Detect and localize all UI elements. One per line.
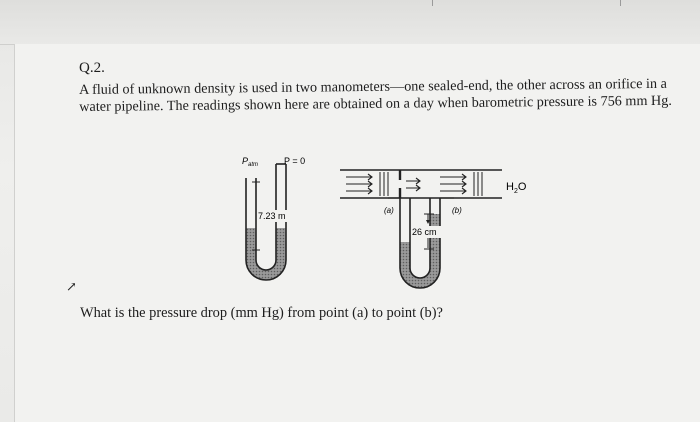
question-number: Q.2.: [79, 60, 105, 76]
right-manometer: [388, 198, 454, 288]
right-height-label: 26 cm: [412, 227, 437, 237]
question-prompt: What is the pressure drop (mm Hg) from point (a) to point (b)?: [80, 305, 443, 321]
top-tick: [432, 0, 433, 6]
left-height-label: 7.23 m: [258, 211, 286, 221]
point-a-label: (a): [384, 206, 394, 215]
water-label: $H_2O$: [506, 181, 527, 195]
point-b-label: (b): [452, 206, 462, 215]
manometer-figure: [240, 150, 560, 295]
top-tick: [620, 0, 621, 6]
p-atm-label: $P_{atm}$: [242, 156, 259, 168]
pipeline: [340, 170, 502, 198]
pointer-cursor-icon: ↗: [66, 279, 77, 294]
question-text: A fluid of unknown density is used in two manometers—one sealed-end, the other across an orifice in a water pipeline. The readings shown here are obtained on a day when barometric pressure is 756 mm Hg.: [79, 75, 672, 115]
p-zero-label: P = 0: [284, 156, 306, 166]
top-bar: [0, 0, 700, 45]
